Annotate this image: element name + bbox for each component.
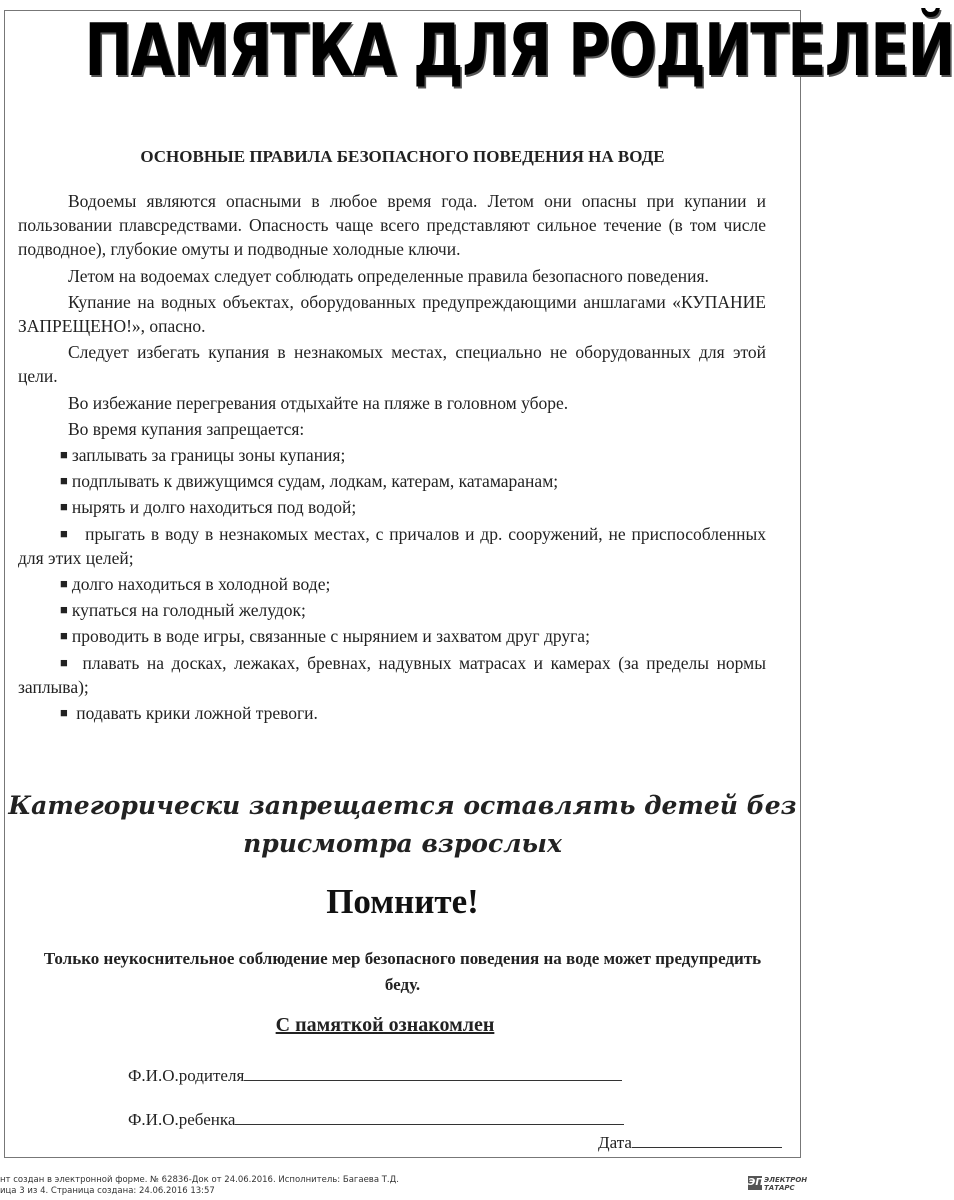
list-item: ■ заплывать за границы зоны купания; (60, 445, 346, 466)
bullet-icon: ■ (60, 705, 68, 721)
footer-line: ица 3 из 4. Страница создана: 24.06.2016 13:57 (0, 1186, 215, 1196)
child-name-label: Ф.И.О.ребенка (128, 1110, 236, 1129)
remember-heading: Помните! (326, 882, 479, 921)
bullet-icon: ■ (60, 525, 70, 541)
list-item: ■ нырять и долго находиться под водой; (60, 497, 357, 518)
list-item: ■ прыгать в воду в незнакомых местах, с причалов и др. сооружений, не приспособленных для этих целей; (18, 523, 766, 568)
parent-name-field[interactable] (128, 1064, 622, 1086)
list-item: ■ проводить в воде игры, связанные с нырянием и захватом друг друга; (60, 626, 590, 647)
bullet-icon: ■ (60, 499, 68, 515)
child-name-field[interactable] (128, 1108, 624, 1130)
list-item: ■ купаться на голодный желудок; (60, 600, 306, 621)
date-label: Дата (598, 1133, 632, 1152)
bullet-icon: ■ (60, 602, 68, 618)
warning-line: присмотра взрослых (243, 829, 562, 858)
document-footer (0, 1175, 740, 1197)
paragraph: Во время купания запрещается: (68, 418, 305, 439)
acknowledgement-label: С памяткой ознакомлен (275, 1014, 495, 1036)
body-text (18, 189, 766, 725)
list-item: ■ долго находиться в холодной воде; (60, 574, 331, 595)
list-item: ■ подплывать к движущимся судам, лодкам, катерам, катамаранам; (60, 471, 559, 492)
bullet-icon: ■ (60, 447, 68, 463)
parent-name-line[interactable] (244, 1064, 622, 1081)
bullet-icon: ■ (60, 473, 68, 489)
page-title: ПАМЯТКА ДЛЯ РОДИТЕЛЕЙ (84, 8, 954, 92)
acknowledgement-heading (0, 1014, 770, 1037)
warning-line: Категорически запрещается оставлять детей без (8, 791, 797, 820)
footer-logo: ЭПЭЛЕКТРОН ТАТАРС (748, 1176, 808, 1192)
paragraph: Летом на водоемах следует соблюдать определенные правила безопасного поведения. (68, 265, 709, 286)
date-field[interactable] (598, 1131, 782, 1153)
bullet-icon: ■ (60, 654, 72, 670)
paragraph: Купание на водных объектах, оборудованных предупреждающими аншлагами «КУПАНИЕ ЗАПРЕЩЕНО!», опасно. (18, 291, 766, 337)
paragraph: Водоемы являются опасными в любое время года. Летом они опасны при купании и пользовании плавсредствами. Опасность чаще всего представляют сильное течение (в том числе подводное), глубокие омуты и подводные холодные ключи. (18, 191, 766, 260)
child-name-line[interactable] (235, 1108, 624, 1125)
warning-text (0, 787, 805, 863)
subtitle: ОСНОВНЫЕ ПРАВИЛА БЕЗОПАСНОГО ПОВЕДЕНИЯ НА ВОДЕ (140, 147, 665, 166)
bullet-icon: ■ (60, 576, 68, 592)
bullet-icon: ■ (60, 628, 68, 644)
list-item: ■ плавать на досках, лежаках, бревнах, надувных матрасах и камерах (за пределы нормы заплыва); (18, 652, 767, 697)
list-item: ■ подавать крики ложной тревоги. (60, 703, 318, 724)
note-text: Только неукоснительное соблюдение мер безопасного поведения на воде может предупредить беду. (43, 949, 762, 994)
logo-icon: ЭП (748, 1177, 764, 1188)
footer-line: нт создан в электронной форме. № 62836-Док от 24.06.2016. Исполнитель: Багаева Т.Д. (0, 1175, 399, 1185)
date-line[interactable] (632, 1131, 782, 1148)
paragraph: Во избежание перегревания отдыхайте на пляже в головном уборе. (68, 392, 569, 413)
parent-name-label: Ф.И.О.родителя (128, 1066, 245, 1085)
paragraph: Следует избегать купания в незнакомых местах, специально не оборудованных для этой цели. (18, 342, 766, 387)
